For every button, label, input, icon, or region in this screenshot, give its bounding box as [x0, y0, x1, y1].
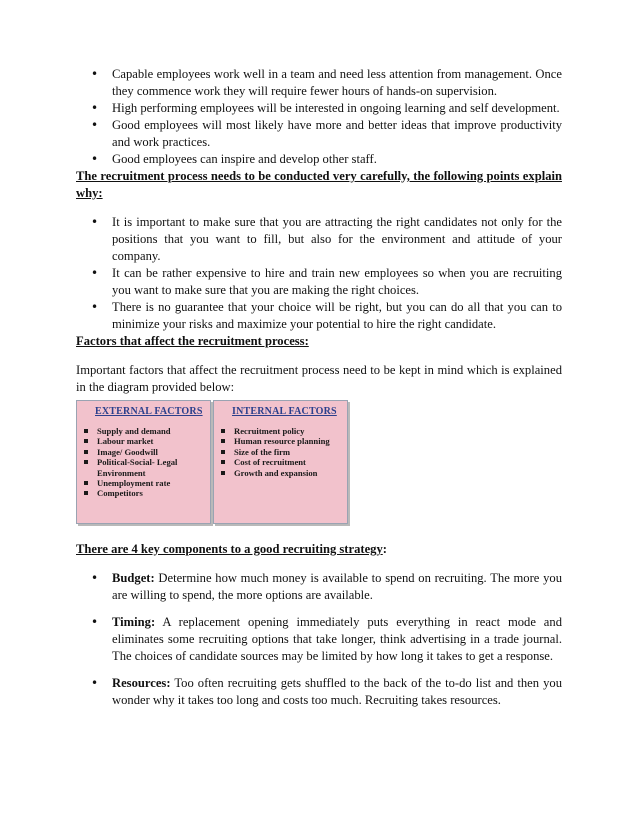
list-item: • Good employees will most likely have more and better ideas that improve productivity and work practices. [76, 117, 562, 151]
list-item [76, 614, 562, 665]
benefits-list [76, 66, 562, 168]
component-label: Budget: [112, 571, 155, 585]
external-factors-list [77, 426, 210, 499]
component-text: A replacement opening immediately puts everything in react mode and eliminates some recruiting options that take longer, think advertising in a trade journal. The choices of candidate sources may be limited by how long it takes to get a response. [112, 615, 562, 663]
section-heading-key-components [76, 541, 562, 558]
list-item: Recruitment policy [214, 426, 345, 436]
external-factors-box [76, 400, 211, 524]
list-item: Supply and demand [77, 426, 208, 436]
section-heading-factors: Factors that affect the recruitment process: [76, 334, 309, 348]
internal-factors-list [214, 426, 347, 478]
list-item: Cost of recruitment [214, 457, 345, 467]
component-label: Resources: [112, 676, 171, 690]
internal-factors-box [213, 400, 348, 524]
list-item: • Capable employees work well in a team and need less attention from management. Once they commence work they will require fewer hours of hands-on supervision. [76, 66, 562, 100]
key-components-heading-colon: : [382, 542, 387, 556]
list-item: Human resource planning [214, 436, 345, 446]
recruitment-factors-diagram [76, 400, 348, 524]
list-item: Size of the firm [214, 447, 345, 457]
list-item: Unemployment rate [77, 478, 208, 488]
internal-factors-title: INTERNAL FACTORS [232, 406, 337, 417]
list-item: Competitors [77, 488, 208, 498]
list-item: Image/ Goodwill [77, 447, 208, 457]
component-text: Too often recruiting gets shuffled to the back of the to-do list and then you wonder why it takes too long and costs too much. Recruiting takes resources. [112, 676, 562, 707]
recruitment-reasons-list [76, 214, 562, 333]
component-text: Determine how much money is available to spend on recruiting. The more you are willing to spend, the more options are available. [112, 571, 562, 602]
list-item: Political-Social- Legal Environment [77, 457, 208, 478]
list-item: Labour market [77, 436, 208, 446]
factors-intro-paragraph: Important factors that affect the recruitment process need to be kept in mind which is explained in the diagram provided below: [76, 363, 562, 394]
list-item [76, 570, 562, 604]
list-item: • It can be rather expensive to hire and train new employees so when you are recruiting you want to make sure that you are making the right choices. [76, 265, 562, 299]
key-components-list [76, 570, 562, 709]
list-item: • It is important to make sure that you are attracting the right candidates not only for the positions that you want to fill, but also for the environment and attitude of your company. [76, 214, 562, 265]
list-item: • Good employees can inspire and develop other staff. [76, 151, 562, 168]
list-item: • High performing employees will be interested in ongoing learning and self development. [76, 100, 562, 117]
list-item: Growth and expansion [214, 468, 345, 478]
list-item: • There is no guarantee that your choice will be right, but you can do all that you can to minimize your risks and maximize your potential to hire the right candidate. [76, 299, 562, 333]
component-label: Timing: [112, 615, 156, 629]
section-heading-recruitment-care: The recruitment process needs to be conducted very carefully, the following points explain why: [76, 169, 562, 200]
key-components-heading-text: There are 4 key components to a good recruiting strategy [76, 542, 383, 556]
list-item [76, 675, 562, 709]
page-content [76, 66, 562, 719]
external-factors-title: EXTERNAL FACTORS [95, 406, 203, 417]
